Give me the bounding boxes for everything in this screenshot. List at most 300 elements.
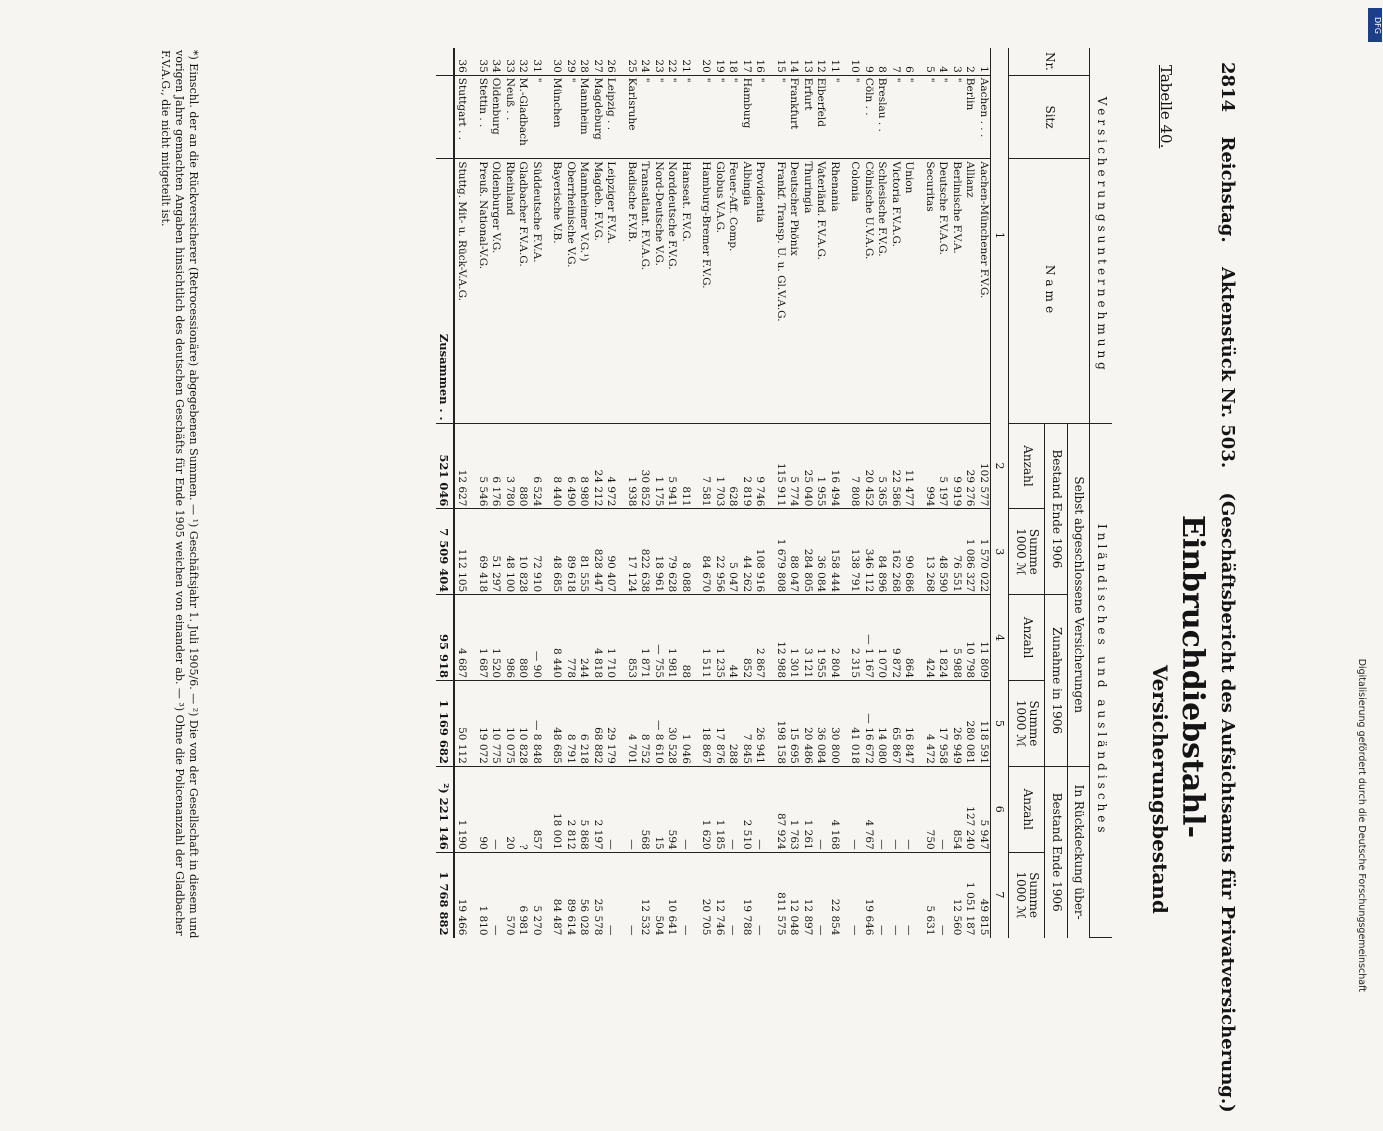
row-sitz: Oldenburg [489, 75, 503, 159]
row-increase-sum: — 8 610 [652, 681, 666, 767]
row-number: 14 [787, 48, 801, 75]
row-number: 1 [977, 48, 991, 75]
row-number: 4 [936, 48, 950, 75]
row-reinsurance-count: — [489, 766, 503, 852]
column-number: 6 [991, 766, 1010, 852]
row-count: 1 175 [652, 423, 666, 509]
row-increase-count: 1 511 [699, 595, 713, 681]
row-increase-count: 8 440 [550, 595, 564, 681]
row-sum: 162 268 [889, 509, 903, 595]
digitization-watermark [1353, 8, 1367, 992]
row-reinsurance-count: 90 [476, 766, 490, 852]
row-name: Leipziger F.V.A. [604, 159, 618, 423]
row-count: 1 938 [625, 423, 639, 509]
group-spacer [618, 48, 625, 938]
table-row [950, 48, 964, 938]
row-increase-sum: 65 867 [889, 681, 903, 767]
row-count: 994 [923, 423, 937, 509]
table-row [516, 48, 530, 938]
table-row [638, 48, 652, 938]
row-reinsurance-sum: 12 897 [802, 898, 814, 936]
total-increase-sum: 1 169 682 [437, 681, 455, 767]
sum-header-5: Summe 1000 ℳ [1009, 681, 1045, 767]
row-increase-sum: 16 847 [902, 681, 916, 767]
row-sum: 76 551 [950, 509, 964, 595]
row-reinsurance-count: 4 767 [862, 766, 876, 852]
row-number: 16 [753, 48, 767, 75]
row-reinsurance-sum: — [876, 925, 889, 936]
row-reinsurance-sum: — [815, 925, 828, 936]
row-reinsurance-sum: 49 815 [978, 898, 990, 936]
row-count: 12 627 [454, 423, 469, 509]
row-reinsurance-count: 1 185 [713, 766, 727, 852]
row-increase-count: 1 235 [713, 595, 727, 681]
row-name: Union [902, 159, 916, 423]
row-sitz: " [530, 75, 544, 159]
row-number: 15 [774, 48, 788, 75]
total-count: 521 046 [437, 423, 455, 509]
row-sitz: Aachen . . . [977, 75, 991, 159]
row-reinsurance-sum: — [890, 925, 902, 936]
row-name: Schlesische F.V.G. [875, 159, 889, 423]
row-number: 10 [848, 48, 862, 75]
row-name: Frankf. Transp. U. u. Gl.V.A.G. [774, 159, 788, 423]
row-number: 32 [516, 48, 530, 75]
row-increase-sum: 4 701 [625, 681, 639, 767]
row-reinsurance-sum: 10 641 [666, 898, 679, 936]
row-sum: 90 686 [902, 509, 916, 595]
row-sitz: " [564, 75, 578, 159]
row-reinsurance-sum: — [605, 925, 618, 936]
row-sitz: " [713, 75, 727, 159]
row-reinsurance-count: 5 947 [977, 766, 991, 852]
row-reinsurance-count: 1 190 [454, 766, 469, 852]
row-reinsurance-sum: — [754, 925, 767, 936]
row-reinsurance-sum: 1 810 [477, 905, 489, 936]
row-increase-count: 853 [625, 595, 639, 681]
row-reinsurance-count: 2 812 [564, 766, 578, 852]
row-increase-count: 880 [516, 595, 530, 681]
row-sitz: " [665, 75, 679, 159]
row-count: 6 176 [489, 423, 503, 509]
row-increase-sum: 17 876 [713, 681, 727, 767]
row-reinsurance-sum: — [903, 925, 916, 936]
row-sum: 138 791 [848, 509, 862, 595]
row-sum: 84 670 [699, 509, 713, 595]
row-name: Albingia [740, 159, 754, 423]
table-row [923, 48, 937, 938]
row-name: Oldenburger V.G. [489, 159, 503, 423]
row-count: 25 040 [801, 423, 815, 509]
row-sum: 88 047 [787, 509, 801, 595]
row-reinsurance-sum: 19 466 [456, 898, 469, 936]
row-reinsurance-sum: — [680, 925, 692, 936]
row-reinsurance-sum: 1 051 187 [964, 882, 977, 936]
row-number: 3 [950, 48, 964, 75]
row-count: 115 911 [774, 423, 788, 509]
row-reinsurance-count: 568 [638, 766, 652, 852]
row-increase-count: 986 [503, 595, 517, 681]
row-sum: 13 268 [923, 509, 937, 595]
row-increase-sum: — 8 848 [530, 681, 544, 767]
row-count: 8 980 [577, 423, 591, 509]
row-count: 20 452 [862, 423, 876, 509]
row-sitz: " [679, 75, 693, 159]
row-number: 25 [625, 48, 639, 75]
row-sum: 81 555 [577, 509, 591, 595]
row-reinsurance-sum: 570 [504, 915, 516, 936]
table-row [550, 48, 564, 938]
row-increase-sum: 17 958 [936, 681, 950, 767]
row-sitz: Berlin [963, 75, 977, 159]
stock-end-header: Bestand Ende 1906 [1045, 423, 1068, 595]
row-reinsurance-sum: 89 614 [565, 898, 577, 936]
row-count: 6 524 [530, 423, 544, 509]
column-number: 1 [991, 48, 1010, 423]
table-row [652, 48, 666, 938]
row-reinsurance-sum: 6 981 [517, 905, 530, 936]
row-reinsurance-count: 857 [530, 766, 544, 852]
table-row [828, 48, 842, 938]
row-sum: 158 444 [828, 509, 842, 595]
row-name: Bayerische V.B. [550, 159, 564, 423]
row-sum: 822 638 [638, 509, 652, 595]
row-number: 34 [489, 48, 503, 75]
row-name: Deutscher Phönix [787, 159, 801, 423]
table-body [454, 48, 991, 938]
parliament-label: Reichstag. [1217, 136, 1238, 243]
row-count: 5 941 [665, 423, 679, 509]
row-increase-sum: 68 882 [591, 681, 605, 767]
row-name: Rheinland [503, 159, 517, 423]
row-sitz: " [652, 75, 666, 159]
row-reinsurance-sum: — [937, 925, 950, 936]
row-reinsurance-count: 594 [665, 766, 679, 852]
row-reinsurance-sum: 12 746 [714, 898, 726, 936]
row-reinsurance-sum: 19 646 [863, 898, 875, 936]
row-name: Magdeb. F.V.G. [591, 159, 605, 423]
row-name: Allianz [963, 159, 977, 423]
row-sitz: Stuttgart . . [454, 75, 469, 159]
row-name: Süddeutsche F.V.A. [530, 159, 544, 423]
row-name: Norddeutsche F.V.G. [665, 159, 679, 423]
row-sitz: Erfurt [801, 75, 815, 159]
column-number: 5 [991, 681, 1010, 767]
row-sitz: München [550, 75, 564, 159]
row-reinsurance-sum: 12 560 [951, 898, 963, 936]
row-number: 7 [889, 48, 903, 75]
row-count: 5 774 [787, 423, 801, 509]
report-label: (Geschäftsbericht des Aufsichtsamts für Privatversicherung.) [1217, 492, 1238, 1113]
row-reinsurance-sum: — [626, 925, 638, 936]
page-subtitle: Versicherungsbestand [1148, 665, 1172, 914]
row-increase-sum: 36 084 [814, 681, 828, 767]
row-name: Victoria F.V.A.G. [889, 159, 903, 423]
row-number: 12 [814, 48, 828, 75]
table-row [936, 48, 950, 938]
row-sitz: Mannheim [577, 75, 591, 159]
row-reinsurance-sum: 56 028 [578, 898, 591, 936]
count-header-2: Anzahl [1009, 423, 1045, 509]
row-count: 30 852 [638, 423, 652, 509]
table-row [875, 48, 889, 938]
row-count: 628 [726, 423, 740, 509]
row-sitz: " [726, 75, 740, 159]
row-increase-count: 44 [726, 595, 740, 681]
row-name: Nord-Deutsche V.G. [652, 159, 666, 423]
row-increase-sum: 26 941 [753, 681, 767, 767]
table-row [726, 48, 740, 938]
table-row [787, 48, 801, 938]
row-number: 33 [503, 48, 517, 75]
row-reinsurance-count: 127 240 [963, 766, 977, 852]
row-count: 1 955 [814, 423, 828, 509]
table-row [476, 48, 490, 938]
row-reinsurance-count: 2 197 [591, 766, 605, 852]
row-increase-count: 10 798 [963, 595, 977, 681]
dfg-logo: DFG [1368, 8, 1382, 42]
row-increase-sum: 280 081 [963, 681, 977, 767]
column-number-row [991, 48, 1010, 938]
sum-header-3: Summe 1000 ℳ [1009, 509, 1045, 595]
row-reinsurance-sum: 19 788 [741, 898, 753, 936]
row-count: 9 746 [753, 423, 767, 509]
row-sitz: " [848, 75, 862, 159]
row-increase-sum: 30 800 [828, 681, 842, 767]
row-number: 13 [801, 48, 815, 75]
table-row [902, 48, 916, 938]
row-count: 811 [679, 423, 693, 509]
row-sum: 48 590 [936, 509, 950, 595]
row-increase-count: 1 070 [875, 595, 889, 681]
row-increase-count: 12 988 [774, 595, 788, 681]
row-sitz: Karlsruhe [625, 75, 639, 159]
row-number: 20 [699, 48, 713, 75]
sitz-header: Sitz [1009, 75, 1090, 159]
row-increase-sum: 4 472 [923, 681, 937, 767]
group-spacer [767, 48, 774, 938]
row-reinsurance-count: 5 868 [577, 766, 591, 852]
row-increase-sum: 30 528 [665, 681, 679, 767]
row-reinsurance-count: — [604, 766, 618, 852]
row-name: Deutsche F.V.A.G. [936, 159, 950, 423]
row-number: 2 [963, 48, 977, 75]
row-sum: 5 047 [726, 509, 740, 595]
row-increase-count: 11 809 [977, 595, 991, 681]
row-increase-sum: 26 949 [950, 681, 964, 767]
row-increase-count: 1 301 [787, 595, 801, 681]
row-increase-count: 1 824 [936, 595, 950, 681]
row-reinsurance-sum: — [849, 925, 862, 936]
row-reinsurance-sum: 84 487 [551, 898, 564, 936]
row-name: Thuringia [801, 159, 815, 423]
row-sum: 8 088 [679, 509, 693, 595]
table-row [814, 48, 828, 938]
table-row [489, 48, 503, 938]
row-name: Vaterländ. F.V.A.G. [814, 159, 828, 423]
row-number: 23 [652, 48, 666, 75]
row-increase-count: 9 872 [889, 595, 903, 681]
row-name: Badische F.V.B. [625, 159, 639, 423]
row-number: 19 [713, 48, 727, 75]
row-increase-count: 2 315 [848, 595, 862, 681]
table-row [577, 48, 591, 938]
row-name: Aachen-Münchener F.V.G. [977, 159, 991, 423]
row-reinsurance-count: ? [516, 766, 530, 852]
row-increase-sum: 50 112 [454, 681, 469, 767]
row-count: 102 577 [977, 423, 991, 509]
table-row [679, 48, 693, 938]
row-increase-count: 2 804 [828, 595, 842, 681]
total-sum: 7 509 404 [437, 509, 455, 595]
row-reinsurance-count: 2 510 [740, 766, 754, 852]
row-name: Cölnische U.V.A.G. [862, 159, 876, 423]
total-row [437, 48, 455, 938]
row-increase-count: 4 687 [454, 595, 469, 681]
reinsurance-stock-header: Bestand Ende 1906 [1045, 766, 1068, 937]
row-sum: 36 084 [814, 509, 828, 595]
row-sum: 346 112 [862, 509, 876, 595]
row-sitz: Cöln . . [862, 75, 876, 159]
row-reinsurance-count: 1 261 [801, 766, 815, 852]
row-sum: 84 896 [875, 509, 889, 595]
row-increase-sum: 48 685 [550, 681, 564, 767]
table-row [503, 48, 517, 938]
page-title: Einbruchdiebstahl- [1175, 515, 1210, 839]
row-sitz: " [950, 75, 964, 159]
column-number: 4 [991, 595, 1010, 681]
row-sitz: " [753, 75, 767, 159]
row-increase-count: 4 818 [591, 595, 605, 681]
row-increase-count: — 90 [530, 595, 544, 681]
row-sum: 18 961 [652, 509, 666, 595]
row-increase-count: 424 [923, 595, 937, 681]
row-number: 29 [564, 48, 578, 75]
column-number: 3 [991, 509, 1010, 595]
row-number: 35 [476, 48, 490, 75]
row-sitz: " [699, 75, 713, 159]
row-reinsurance-sum: 12 048 [788, 898, 801, 936]
row-name: Berlinische F.V.A. [950, 159, 964, 423]
row-name: Colonia [848, 159, 862, 423]
document-label: Aktenstück Nr. 503. [1217, 266, 1238, 469]
row-name: Transatlant. F.V.A.G. [638, 159, 652, 423]
row-sum: 112 105 [454, 509, 469, 595]
group-spacer [692, 48, 699, 938]
row-sitz: Elberfeld [814, 75, 828, 159]
row-number: 36 [454, 48, 469, 75]
count-header-6: Anzahl [1009, 766, 1045, 852]
table-row [889, 48, 903, 938]
row-number: 26 [604, 48, 618, 75]
row-increase-count: 88 [679, 595, 693, 681]
row-number: 27 [591, 48, 605, 75]
row-sum: 51 297 [489, 509, 503, 595]
row-sum: 10 828 [516, 509, 530, 595]
watermark-text: Digitalisierung gefördert durch die Deutsche Forschungsgemeinschaft [1356, 658, 1367, 992]
row-sum: 69 418 [476, 509, 490, 595]
row-sum: 828 447 [591, 509, 605, 595]
row-increase-sum: 8 752 [638, 681, 652, 767]
row-count: 22 586 [889, 423, 903, 509]
row-sum: 284 805 [801, 509, 815, 595]
count-header-4: Anzahl [1009, 595, 1045, 681]
row-reinsurance-count: 20 [503, 766, 517, 852]
row-number: 5 [923, 48, 937, 75]
row-reinsurance-sum: 811 575 [775, 892, 787, 936]
row-sitz: Magdeburg [591, 75, 605, 159]
row-increase-count: 852 [740, 595, 754, 681]
row-reinsurance-count: 1 763 [787, 766, 801, 852]
increase-header: Zunahme in 1906 [1045, 595, 1068, 767]
row-increase-sum: 10 775 [489, 681, 503, 767]
row-name: Securitas [923, 159, 937, 423]
row-sum: 72 910 [530, 509, 544, 595]
row-sitz: Hamburg [740, 75, 754, 159]
row-sum: 1 086 327 [963, 509, 977, 595]
row-sum: 89 618 [564, 509, 578, 595]
row-count: 6 490 [564, 423, 578, 509]
row-reinsurance-sum: 22 854 [829, 898, 841, 936]
table-row [699, 48, 713, 938]
table-row [530, 48, 544, 938]
row-increase-count: 1 871 [638, 595, 652, 681]
row-increase-count: 1 520 [489, 595, 503, 681]
row-sitz: " [936, 75, 950, 159]
row-increase-sum: 41 018 [848, 681, 862, 767]
row-number: 30 [550, 48, 564, 75]
row-reinsurance-sum: — [490, 925, 503, 936]
row-count: 7 808 [848, 423, 862, 509]
row-increase-count: — 1 167 [862, 595, 876, 681]
reinsurance-header: In Rückdeckung über- [1068, 766, 1091, 937]
row-reinsurance-count: — [848, 766, 862, 852]
row-sitz: Breslau . . [875, 75, 889, 159]
row-name: Providentia [753, 159, 767, 423]
row-increase-count: — 755 [652, 595, 666, 681]
row-number: 28 [577, 48, 591, 75]
row-sum: 17 124 [625, 509, 639, 595]
table-label: Tabelle 40. [1157, 65, 1175, 149]
insurance-table [437, 48, 1113, 938]
row-increase-sum: 6 218 [577, 681, 591, 767]
row-reinsurance-sum: 12 532 [639, 898, 652, 936]
row-count: 5 197 [936, 423, 950, 509]
row-increase-count: 5 988 [950, 595, 964, 681]
running-header [1217, 62, 1238, 1131]
column-number: 2 [991, 423, 1010, 509]
row-name: Preuß. National-V.G. [476, 159, 490, 423]
page-number: 2814 [1217, 62, 1238, 113]
column-number: 7 [991, 852, 1010, 937]
table-row [862, 48, 876, 938]
row-reinsurance-count: — [753, 766, 767, 852]
row-increase-count: 1 687 [476, 595, 490, 681]
group-spacer [916, 48, 923, 938]
row-increase-count: 2 867 [753, 595, 767, 681]
row-sum: 108 916 [753, 509, 767, 595]
row-sum: 79 628 [665, 509, 679, 595]
row-name: Oberrheinische V.G. [564, 159, 578, 423]
row-name: Feuer-Aff. Comp. [726, 159, 740, 423]
row-number: 24 [638, 48, 652, 75]
row-reinsurance-count: 750 [923, 766, 937, 852]
row-name: Mannheimer V.G.¹) [577, 159, 591, 423]
table-row [848, 48, 862, 938]
row-reinsurance-sum: 5 631 [924, 905, 936, 936]
row-reinsurance-count: 854 [950, 766, 964, 852]
row-count: 9 919 [950, 423, 964, 509]
